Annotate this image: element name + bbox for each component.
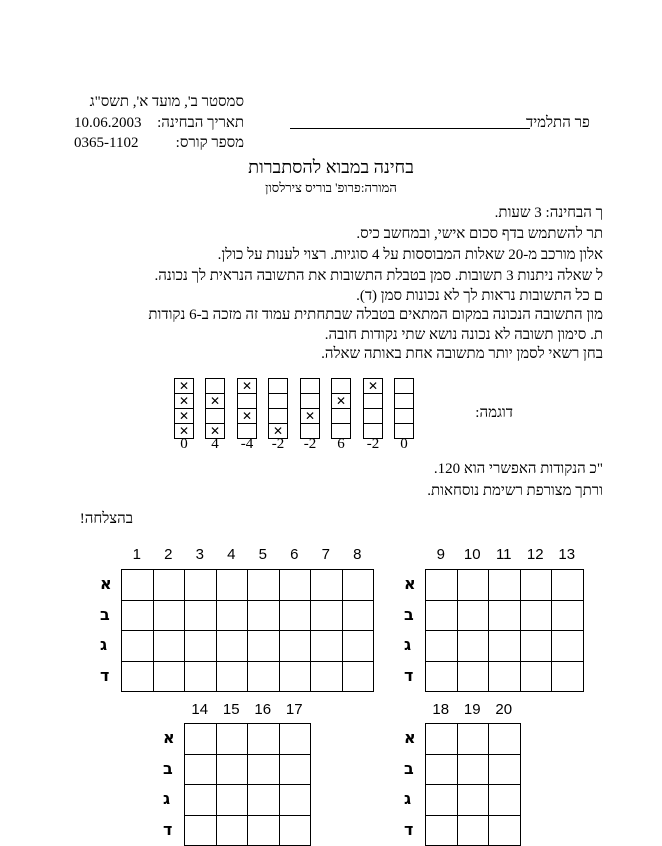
answer-row-label: ג [404,635,412,654]
answer-row-label: ד [100,665,110,685]
instruction-line: ל שאלה ניתנות 3 תשובות. סמן בטבלת התשובות את התשובה הנראית לך נכונה. [154,268,603,284]
answer-cell[interactable] [279,815,311,846]
question-number: 6 [290,546,299,563]
answer-row-label: ג [404,789,412,808]
answer-cell[interactable] [426,600,458,631]
example-score: 0 [400,436,408,452]
example-column [237,378,257,439]
answer-cell[interactable] [311,631,343,662]
example-marked-cell: ✕ [174,378,194,394]
answer-cell[interactable] [489,600,521,631]
question-number: 3 [195,546,204,563]
answer-cell[interactable] [279,724,311,755]
question-number: 4 [227,546,236,563]
answer-cell[interactable] [185,631,217,662]
answer-cell[interactable] [248,724,280,755]
answer-cell[interactable] [279,570,311,601]
exam-title: בחינה במבוא להסתברות [248,157,414,177]
answer-row-label: א [404,728,416,747]
answer-cell[interactable] [552,631,584,662]
answer-cell[interactable] [216,570,248,601]
instruction-line: ת. סימון תשובה לא נכונה נושא שתי נקודות חובה. [324,327,603,343]
answer-cell[interactable] [279,785,311,816]
answer-cell[interactable] [520,631,552,662]
answer-cell[interactable] [552,570,584,601]
example-cell [237,393,257,409]
note-line: ורתך מצורפת רשימת נוסחאות. [427,483,603,499]
course-number-label: מספר קורס: [175,135,244,151]
question-number: 17 [285,701,303,718]
answer-row-label: א [163,728,175,747]
example-column [300,378,320,439]
answer-cell[interactable] [153,661,185,692]
example-marked-cell: ✕ [174,393,194,409]
example-marked-cell: ✕ [331,393,351,409]
question-number: 15 [222,701,240,718]
course-number-value: 0365-1102 [74,135,139,151]
semester-info: סמסטר ב', מועד א', תשס"ג [89,94,244,110]
answer-cell[interactable] [248,661,280,692]
answer-row-label: ד [404,665,414,685]
example-column [174,378,194,439]
example-marked-cell: ✕ [205,393,225,409]
answer-cell[interactable] [426,661,458,692]
answer-cell[interactable] [489,754,521,785]
question-number: 16 [254,701,272,718]
answer-cell[interactable] [520,661,552,692]
example-cell [268,408,288,424]
answer-cell[interactable] [457,661,489,692]
answer-cell[interactable] [248,754,280,785]
answer-row-label: ב [404,604,414,624]
answer-cell[interactable] [122,661,154,692]
question-number: 14 [191,701,209,718]
answer-cell[interactable] [185,724,217,755]
answer-cell[interactable] [185,570,217,601]
answer-cell[interactable] [457,754,489,785]
example-score: 6 [337,436,345,452]
example-cell [394,408,414,424]
answer-row-label: ד [404,819,414,839]
answer-cell[interactable] [489,570,521,601]
answer-cell[interactable] [457,724,489,755]
example-marked-cell: ✕ [174,423,194,439]
answer-cell[interactable] [216,815,248,846]
answer-cell[interactable] [216,631,248,662]
answer-cell[interactable] [457,815,489,846]
answer-row-label: ב [163,758,173,778]
answer-cell[interactable] [279,631,311,662]
answer-cell[interactable] [216,661,248,692]
example-cell [268,378,288,394]
exam-date-label: תאריך הבחינה: [157,115,244,131]
example-marked-cell: ✕ [237,408,257,424]
question-number: 7 [321,546,330,563]
exam-date-value: 10.06.2003 [74,115,142,131]
example-column [205,378,225,439]
answer-cell[interactable] [457,785,489,816]
answer-cell[interactable] [342,661,374,692]
question-number: 8 [353,546,362,563]
answer-row-label: ג [100,635,108,654]
example-cell [331,408,351,424]
answer-cell[interactable] [185,661,217,692]
example-label: דוגמה: [475,405,513,421]
answer-cell[interactable] [426,631,458,662]
answer-row-label: א [404,574,416,593]
answer-cell[interactable] [457,631,489,662]
answer-cell[interactable] [185,754,217,785]
answer-cell[interactable] [426,815,458,846]
example-cell [331,378,351,394]
example-score: -2 [366,436,380,452]
example-score: 0 [180,436,188,452]
answer-cell[interactable] [342,631,374,662]
instruction-line: ך הבחינה: 3 שעות. [494,205,603,221]
answer-cell[interactable] [216,600,248,631]
answer-cell[interactable] [216,785,248,816]
answer-cell[interactable] [426,570,458,601]
instruction-line: ם כל התשובות נראות לך לא נכונות סמן (ד). [356,288,603,304]
answer-cell[interactable] [342,600,374,631]
example-cell [205,408,225,424]
answer-cell[interactable] [457,570,489,601]
answer-cell[interactable] [279,661,311,692]
good-luck: בהצלחה! [79,511,133,527]
answer-grid [121,569,374,692]
question-number: 18 [432,701,450,718]
example-cell [394,393,414,409]
example-marked-cell: ✕ [205,423,225,439]
example-cell [394,378,414,394]
answer-row-label: ג [163,789,171,808]
answer-cell[interactable] [122,631,154,662]
answer-cell[interactable] [489,724,521,755]
student-id-label: פר התלמיד [526,115,590,131]
example-cell [300,393,320,409]
example-column [331,378,351,439]
example-score: -2 [303,436,317,452]
example-cell [300,378,320,394]
instruction-line: מון התשובה הנכונה במקום המתאים בטבלה שבתחתית עמוד זה מזכה ב-6 נקודות [148,307,603,323]
answer-cell[interactable] [457,600,489,631]
question-number: 13 [558,546,576,563]
answer-grid [184,723,311,846]
answer-grid [425,569,584,692]
answer-row-label: א [100,574,112,593]
instruction-line: אלון מורכב מ-20 שאלות המבוססות על 4 סוגיות. רצוי לענות על כולן. [217,247,603,263]
answer-cell[interactable] [248,570,280,601]
answer-cell[interactable] [248,631,280,662]
question-number: 2 [164,546,173,563]
answer-cell[interactable] [122,600,154,631]
answer-cell[interactable] [185,600,217,631]
answer-cell[interactable] [279,754,311,785]
question-number: 9 [436,546,445,563]
example-cell [363,393,383,409]
answer-row-label: ד [163,819,173,839]
answer-cell[interactable] [185,815,217,846]
example-marked-cell: ✕ [268,423,288,439]
answer-cell[interactable] [311,570,343,601]
question-number: 1 [132,546,141,563]
answer-cell[interactable] [279,600,311,631]
answer-cell[interactable] [311,661,343,692]
answer-cell[interactable] [311,600,343,631]
answer-cell[interactable] [248,600,280,631]
answer-cell[interactable] [122,570,154,601]
student-id-line [290,128,530,129]
example-marked-cell: ✕ [300,408,320,424]
answer-cell[interactable] [552,661,584,692]
question-number: 5 [258,546,267,563]
example-column [363,378,383,439]
instruction-line: בחן רשאי לסמן יותר מתשובה אחת באותה שאלה. [321,346,603,362]
instruction-line: תר להשתמש בדף סכום אישי, ובמחשב כיס. [356,226,603,242]
example-marked-cell: ✕ [363,378,383,394]
answer-row-label: ב [100,604,110,624]
answer-cell[interactable] [185,785,217,816]
answer-cell[interactable] [489,631,521,662]
example-column [268,378,288,439]
example-score: -2 [271,436,285,452]
example-score: 4 [211,436,219,452]
example-cell [268,393,288,409]
answer-cell[interactable] [426,754,458,785]
answer-cell[interactable] [153,570,185,601]
answer-cell[interactable] [216,724,248,755]
answer-cell[interactable] [552,600,584,631]
question-number: 10 [463,546,481,563]
example-marked-cell: ✕ [174,408,194,424]
example-marked-cell: ✕ [237,378,257,394]
question-number: 20 [495,701,513,718]
answer-cell[interactable] [489,661,521,692]
answer-cell[interactable] [248,815,280,846]
answer-cell[interactable] [489,815,521,846]
answer-cell[interactable] [153,600,185,631]
question-number: 12 [526,546,544,563]
answer-cell[interactable] [426,724,458,755]
answer-cell[interactable] [216,754,248,785]
answer-cell[interactable] [520,600,552,631]
answer-cell[interactable] [342,570,374,601]
example-column [394,378,414,439]
answer-grid [425,723,521,846]
answer-cell[interactable] [248,785,280,816]
question-number: 11 [495,546,512,563]
answer-cell[interactable] [426,785,458,816]
note-line: "כ הנקודות האפשרי הוא 120. [433,461,603,477]
answer-cell[interactable] [489,785,521,816]
question-number: 19 [463,701,481,718]
answer-cell[interactable] [520,570,552,601]
example-cell [363,408,383,424]
answer-row-label: ב [404,758,414,778]
example-cell [205,378,225,394]
example-score: -4 [240,436,254,452]
teacher-name: המורה:פרופ' בוריס צירלסון [265,180,397,195]
answer-cell[interactable] [153,631,185,662]
